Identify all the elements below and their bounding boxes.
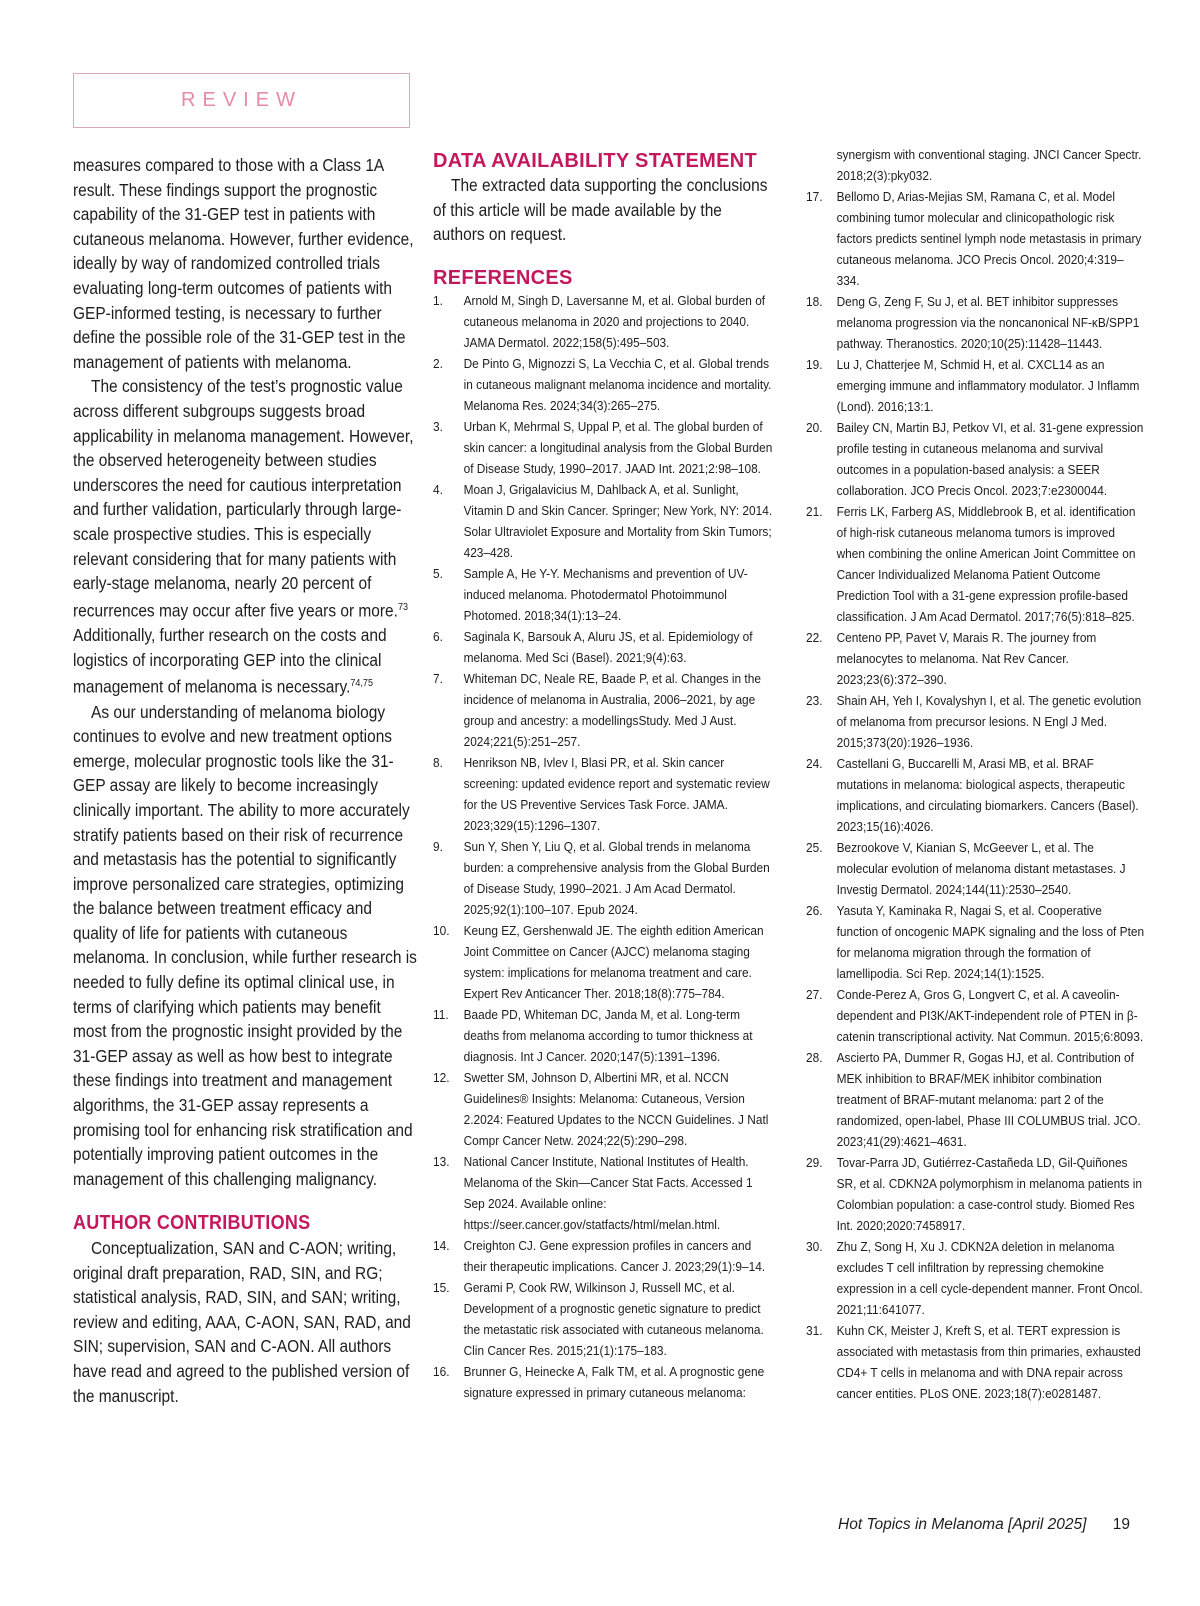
reference-item: [806, 753, 1146, 837]
reference-number: 28.: [806, 1050, 823, 1065]
reference-text: De Pinto G, Mignozzi S, La Vecchia C, et al. Global trends in cutaneous malignant melanoma incidence and mortality. Melanoma Res. 2024;34(3):265–275.: [463, 355, 772, 413]
body-paragraph-3: As our understanding of melanoma biology continues to evolve and new treatment options emerge, molecular prognostic tools like the 31-GEP assay are likely to become increasingly clinically important. The ability to more accurately stratify patients based on their risk of recurrence and metastasis has the potential to significantly improve personalized care strategies, optimizing the balance between treatment efficacy and quality of life for patients with cutaneous melanoma. In conclusion, while further research is needed to fully define its optimal clinical use, in terms of clarifying which patients may benefit most from the prognostic insight provided by the 31-GEP assay as well as how best to integrate these findings into treatment and management algorithms, the 31-GEP assay represents a promising tool for enhancing risk stratification and potentially improving patient outcomes in the management of this challenging malignancy.: [73, 701, 417, 1189]
reference-number: 19.: [806, 357, 823, 372]
reference-text: Castellani G, Buccarelli M, Arasi MB, et al. BRAF mutations in melanoma: biological aspects, therapeutic implications, and circulating biomarkers. Cancers (Basel). 2023;15(16):4026.: [836, 756, 1139, 834]
reference-number: 12.: [433, 1069, 450, 1085]
reference-text: Shain AH, Yeh I, Kovalyshyn I, et al. The genetic evolution of melanoma from precursor lesions. N Engl J Med. 2015;373(20):1926–1936.: [836, 693, 1142, 750]
reference-text: Bezrookove V, Kianian S, McGeever L, et al. The molecular evolution of melanoma distant metastases. J Investig Dermatol. 2024;144(11):2530–2540.: [836, 840, 1126, 897]
reference-text: synergism with conventional staging. JNCI Cancer Spectr. 2018;2(3):pky032.: [836, 147, 1142, 183]
reference-number: 24.: [806, 756, 823, 771]
reference-item: [806, 1047, 1146, 1152]
column-1: [73, 153, 418, 1408]
reference-text: Conde-Perez A, Gros G, Longvert C, et al. A caveolin-dependent and PI3K/AKT-independent role of PTEN in β-catenin transcriptional activity. Nat Commun. 2015;6:8093.: [836, 987, 1144, 1044]
reference-number: 3.: [433, 418, 443, 434]
reference-item: [806, 501, 1146, 627]
reference-text: Brunner G, Heinecke A, Falk TM, et al. A prognostic gene signature expressed in primary cutaneous melanoma:: [463, 1363, 765, 1400]
reference-number: 13.: [433, 1153, 450, 1169]
reference-text: Ferris LK, Farberg AS, Middlebrook B, et al. identification of high-risk cutaneous melanoma tumors is improved when combining the online American Joint Committee on Cancer Individualized Melanoma Patient Outcome Prediction Tool with a 31-gene expression profile-based classification. J Am Acad Dermatol. 2017;76(5):818–825.: [836, 504, 1136, 624]
reference-item: [433, 479, 773, 563]
reference-item: [433, 416, 773, 479]
data-availability-heading: DATA AVAILABILITY STATEMENT: [433, 150, 757, 172]
reference-text: Sample A, He Y-Y. Mechanisms and prevention of UV-induced melanoma. Photodermatol Photoimmunol Photomed. 2018;34(1):13–24.: [463, 565, 748, 623]
reference-text: Yasuta Y, Kaminaka R, Nagai S, et al. Cooperative function of oncogenic MAPK signaling and the loss of Pten for melanoma migration through the formation of lamellipodia. Sci Rep. 2024;14(1):1525.: [836, 903, 1145, 981]
body-paragraph-1: measures compared to those with a Class 1A result. These findings support the prognostic capability of the 31-GEP test in patients with cutaneous melanoma. However, further evidence, ideally by way of randomized controlled trials evaluating long-term outcomes of patients with GEP-informed testing, is necessary to further define the possible role of the 31-GEP test in the management of patients with melanoma.: [73, 155, 414, 372]
page-footer: [838, 1516, 1130, 1534]
data-availability-text: The extracted data supporting the conclusions of this article will be made available by the authors on request.: [433, 175, 768, 245]
reference-text: Urban K, Mehrmal S, Uppal P, et al. The global burden of skin cancer: a longitudinal analysis from the Global Burden of Disease Study, 1990–2017. JAAD Int. 2021;2:98–108.: [463, 418, 773, 476]
reference-number: 4.: [433, 481, 443, 497]
citation-74-75: 74,75: [350, 678, 373, 690]
reference-text: Saginala K, Barsouk A, Aluru JS, et al. Epidemiology of melanoma. Med Sci (Basel). 2021;9(4):63.: [463, 628, 753, 665]
reference-number: 16.: [433, 1363, 450, 1379]
reference-number: 5.: [433, 565, 443, 581]
reference-item: [433, 1067, 773, 1151]
reference-item: [433, 668, 773, 752]
reference-item: [433, 836, 773, 920]
reference-number: 17.: [806, 189, 823, 204]
reference-item: [433, 1004, 773, 1067]
reference-item: [433, 290, 773, 353]
reference-text: Moan J, Grigalavicius M, Dahlback A, et al. Sunlight, Vitamin D and Skin Cancer. Springer; New York, NY: 2014. Solar Ultraviolet Exposure and Mortality from Skin Tumors; 423–428.: [463, 481, 773, 560]
reference-item: [806, 900, 1146, 984]
reference-number: 1.: [433, 292, 443, 308]
reference-item: [433, 1277, 773, 1361]
section-label-box: [73, 73, 410, 128]
reference-item: [433, 752, 773, 836]
reference-number: 8.: [433, 754, 443, 770]
reference-number: 23.: [806, 693, 823, 708]
reference-number: 27.: [806, 987, 823, 1002]
reference-text: National Cancer Institute, National Institutes of Health. Melanoma of the Skin—Cancer Stat Facts. Accessed 1 Sep 2024. Available online: https://seer.cancer.gov/statfacts/html/melan.html.: [463, 1153, 753, 1232]
reference-number: [806, 144, 837, 186]
reference-number: 10.: [433, 922, 450, 938]
reference-text: Arnold M, Singh D, Laversanne M, et al. Global burden of cutaneous melanoma in 2020 and projections to 2040. JAMA Dermatol. 2022;158(5):495–503.: [463, 292, 766, 350]
reference-item: [806, 354, 1146, 417]
reference-item: [433, 353, 773, 416]
author-contributions-heading: AUTHOR CONTRIBUTIONS: [73, 1212, 311, 1235]
reference-item: [806, 1236, 1146, 1320]
reference-number: 20.: [806, 420, 823, 435]
reference-text: Lu J, Chatterjee M, Schmid H, et al. CXCL14 as an emerging immune and inflammatory modulator. J Inflamm (Lond). 2016;13:1.: [836, 357, 1140, 414]
reference-text: Ascierto PA, Dummer R, Gogas HJ, et al. Contribution of MEK inhibition to BRAF/MEK inhibitor combination treatment of BRAF-mutant melanoma: part 2 of the randomized, open-label, Phase III COLUMBUS trial. JCO. 2023;41(29):4621–4631.: [836, 1050, 1141, 1149]
references-heading: REFERENCES: [433, 266, 573, 289]
reference-number: 29.: [806, 1155, 823, 1170]
references-list-col2: [433, 290, 773, 1403]
reference-number: 11.: [433, 1006, 449, 1022]
reference-number: 7.: [433, 670, 443, 686]
section-label: REVIEW: [181, 89, 302, 111]
reference-item: [806, 837, 1146, 900]
column-3: [806, 144, 1146, 1404]
reference-item: [433, 1235, 773, 1277]
citation-73: 73: [397, 601, 408, 613]
reference-number: 26.: [806, 903, 823, 918]
reference-item: [806, 186, 1146, 291]
reference-item: [433, 920, 773, 1004]
reference-number: 30.: [806, 1239, 823, 1254]
reference-item: [433, 1361, 773, 1403]
reference-text: Baade PD, Whiteman DC, Janda M, et al. Long-term deaths from melanoma according to tumor thickness at diagnosis. Int J Cancer. 2020;147(5):1391–1396.: [463, 1006, 753, 1064]
reference-text: Whiteman DC, Neale RE, Baade P, et al. Changes in the incidence of melanoma in Australia, 2006–2021, by age group and ancestry: a modellingsStudy. Med J Aust. 2024;221(5):251–257.: [463, 670, 761, 749]
reference-text: Deng G, Zeng F, Su J, et al. BET inhibitor suppresses melanoma progression via the noncanonical NF-κB/SPP1 pathway. Theranostics. 2020;10(25):11428–11443.: [836, 294, 1140, 351]
reference-text: Henrikson NB, Ivlev I, Blasi PR, et al. Skin cancer screening: updated evidence report and systematic review for the US Preventive Services Task Force. JAMA. 2023;329(15):1296–1307.: [463, 754, 770, 833]
body-paragraph-2-cont: Additionally, further research on the costs and logistics of incorporating GEP into the clinical management of melanoma is necessary.: [73, 625, 387, 697]
reference-item: [806, 1152, 1146, 1236]
reference-item: [433, 626, 773, 668]
reference-text: Gerami P, Cook RW, Wilkinson J, Russell MC, et al. Development of a prognostic genetic signature to predict the metastatic risk associated with cutaneous melanoma. Clin Cancer Res. 2015;21(1):175–183.: [463, 1279, 764, 1358]
reference-text: Bellomo D, Arias-Mejias SM, Ramana C, et al. Model combining tumor molecular and clinicopathologic risk factors predicts sentinel lymph node metastasis in primary cutaneous melanoma. JCO Precis Oncol. 2020;4:319–334.: [836, 189, 1142, 288]
reference-text: Tovar-Parra JD, Gutiérrez-Castañeda LD, Gil-Quiñones SR, et al. CDKN2A polymorphism in melanoma patients in Colombian population: a case-control study. Biomed Res Int. 2020;2020:7458917.: [836, 1155, 1143, 1233]
reference-number: 21.: [806, 504, 823, 519]
reference-item: [433, 1151, 773, 1235]
body-paragraph-2-text: The consistency of the test’s prognostic value across different subgroups suggests broad applicability in melanoma management. However, the observed heterogeneity between studies underscores the need for cautious interpretation and further validation, particularly through large-scale prospective studies. This is especially relevant considering that for many patients with early-stage melanoma, nearly 20 percent of recurrences may occur after five years or more.: [73, 376, 414, 621]
reference-number: 15.: [433, 1279, 450, 1295]
reference-item: [806, 417, 1146, 501]
reference-number: 9.: [433, 838, 443, 854]
reference-item: [806, 690, 1146, 753]
reference-number: 14.: [433, 1237, 450, 1253]
journal-title: Hot Topics in Melanoma [April 2025]: [838, 1516, 1087, 1533]
body-paragraph-2: [73, 374, 418, 699]
reference-number: 18.: [806, 294, 823, 309]
page-number: 19: [1112, 1516, 1130, 1533]
reference-text: Centeno PP, Pavet V, Marais R. The journey from melanocytes to melanoma. Nat Rev Cancer. 2023;23(6):372–390.: [836, 630, 1097, 687]
reference-text: Zhu Z, Song H, Xu J. CDKN2A deletion in melanoma excludes T cell infiltration by repressing chemokine expression in a cell cycle-dependent manner. Front Oncol. 2021;11:641077.: [836, 1239, 1143, 1317]
reference-text: Bailey CN, Martin BJ, Petkov VI, et al. 31-gene expression profile testing in cutaneous melanoma and survival outcomes in a population-based analysis: a SEER collaboration. JCO Precis Oncol. 2023;7:e2300044.: [836, 420, 1144, 498]
reference-number: 2.: [433, 355, 443, 371]
reference-text: Sun Y, Shen Y, Liu Q, et al. Global trends in melanoma burden: a comprehensive analysis from the Global Burden of Disease Study, 1990–2021. J Am Acad Dermatol. 2025;92(1):100–107. Epub 2024.: [463, 838, 770, 917]
reference-text: Kuhn CK, Meister J, Kreft S, et al. TERT expression is associated with metastasis from thin primaries, exhausted CD4+ T cells in melanoma and with DNA repair across cancer entities. PLoS ONE. 2023;18(7):e0281487.: [836, 1323, 1141, 1401]
reference-item: [806, 291, 1146, 354]
column-2: [433, 150, 773, 1403]
reference-number: 25.: [806, 840, 823, 855]
reference-item: [806, 984, 1146, 1047]
reference-number: 6.: [433, 628, 443, 644]
reference-item: [433, 563, 773, 626]
reference-item: [806, 1320, 1146, 1404]
reference-number: 22.: [806, 630, 823, 645]
author-contributions-text: Conceptualization, SAN and C-AON; writing, original draft preparation, RAD, SIN, and RG; statistical analysis, RAD, SIN, and SAN; writing, review and editing, AAA, C-AON, SAN, RAD, and SIN; supervision, SAN and C-AON. All authors have read and agreed to the published version of the manuscript.: [73, 1238, 411, 1406]
reference-item: [806, 144, 1146, 186]
reference-number: 31.: [806, 1323, 823, 1338]
reference-item: [806, 627, 1146, 690]
reference-text: Swetter SM, Johnson D, Albertini MR, et al. NCCN Guidelines® Insights: Melanoma: Cutaneous, Version 2.2024: Featured Updates to the NCCN Guidelines. J Natl Compr Cancer Netw. 2024;22(5):290–298.: [463, 1069, 769, 1148]
reference-text: Creighton CJ. Gene expression profiles in cancers and their therapeutic implications. Cancer J. 2023;29(1):9–14.: [463, 1237, 766, 1274]
references-list-col3: [806, 144, 1146, 1404]
reference-text: Keung EZ, Gershenwald JE. The eighth edition American Joint Committee on Cancer (AJCC) melanoma staging system: implications for melanoma treatment and care. Expert Rev Anticancer Ther. 2018;18(8):775–784.: [463, 922, 764, 1001]
